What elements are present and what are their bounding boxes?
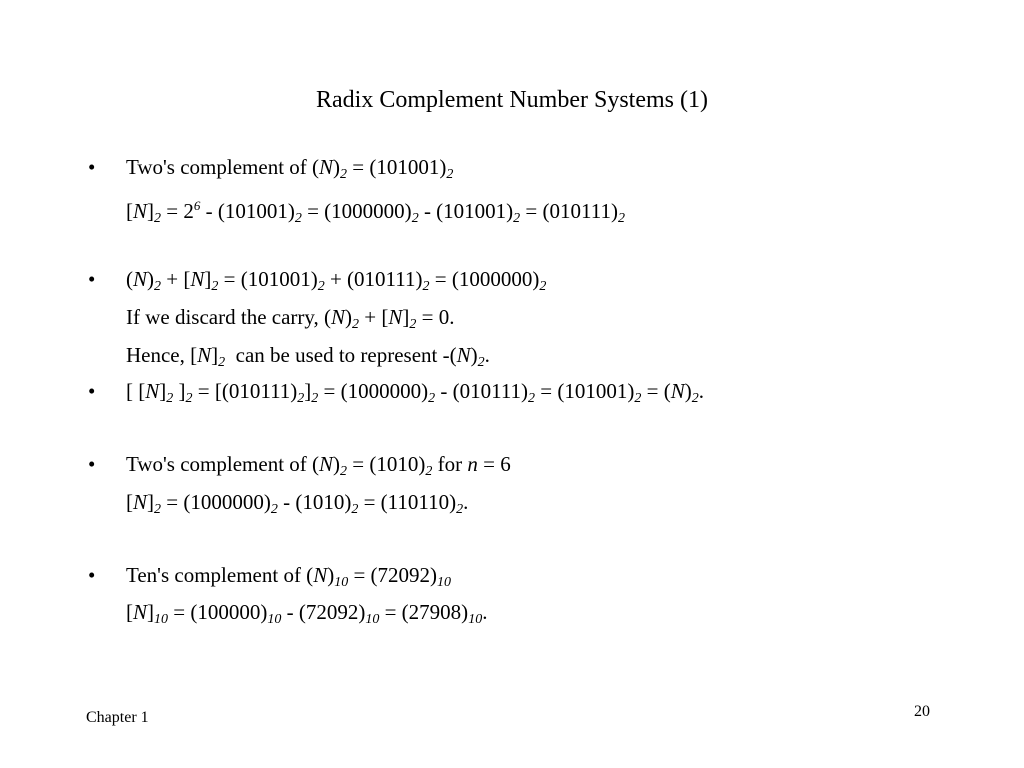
line-twos-complement-computation: $[N]_2 = 2^6 - (101001)_2 = (1000000)_2 - (101001)_2 = (010111)_2$	[126, 198, 625, 226]
bullet-marker: •	[88, 563, 96, 587]
line-double-complement: [ $[N]_2$ ]$_2 = [(010111)_2]_2 = (1000000)_2 - (010111)_2 = (101001)_2 = (N)_2$.	[126, 379, 704, 406]
bullet-marker: •	[88, 379, 96, 403]
line-tens-complement-definition: Ten's complement of $(N)_{10} = (72092)_{10}$	[126, 563, 452, 590]
line-twos-complement-n6: Two's complement of $(N)_2 = (1010)_2$ for n = 6	[126, 452, 511, 479]
line-represent-negative: Hence, $[N]_2$ can be used to represent $-(N)_2$.	[126, 343, 490, 370]
line-sum-equation: $(N)_2 + [N]_2 = (101001)_2 + (010111)_2 = (1000000)_2$	[126, 267, 547, 294]
line-discard-carry: If we discard the carry, $(N)_2 + [N]_2 = 0$.	[126, 305, 455, 332]
bullet-marker: •	[88, 452, 96, 476]
line-tens-complement-computation: $[N]_{10} = (100000)_{10} - (72092)_{10} = (27908)_{10}$.	[126, 600, 488, 627]
bullet-marker: •	[88, 267, 96, 291]
line-twos-complement-n6-computation: $[N]_2 = (1000000)_2 - (1010)_2 = (110110)_2$.	[126, 490, 469, 517]
footer-page-number: 20	[914, 703, 930, 720]
slide-title: Radix Complement Number Systems (1)	[316, 87, 708, 113]
bullet-marker: •	[88, 155, 96, 179]
line-twos-complement-definition: Two's complement of $(N)_2 = (101001)_2$	[126, 155, 454, 182]
footer-chapter: Chapter 1	[86, 709, 149, 726]
